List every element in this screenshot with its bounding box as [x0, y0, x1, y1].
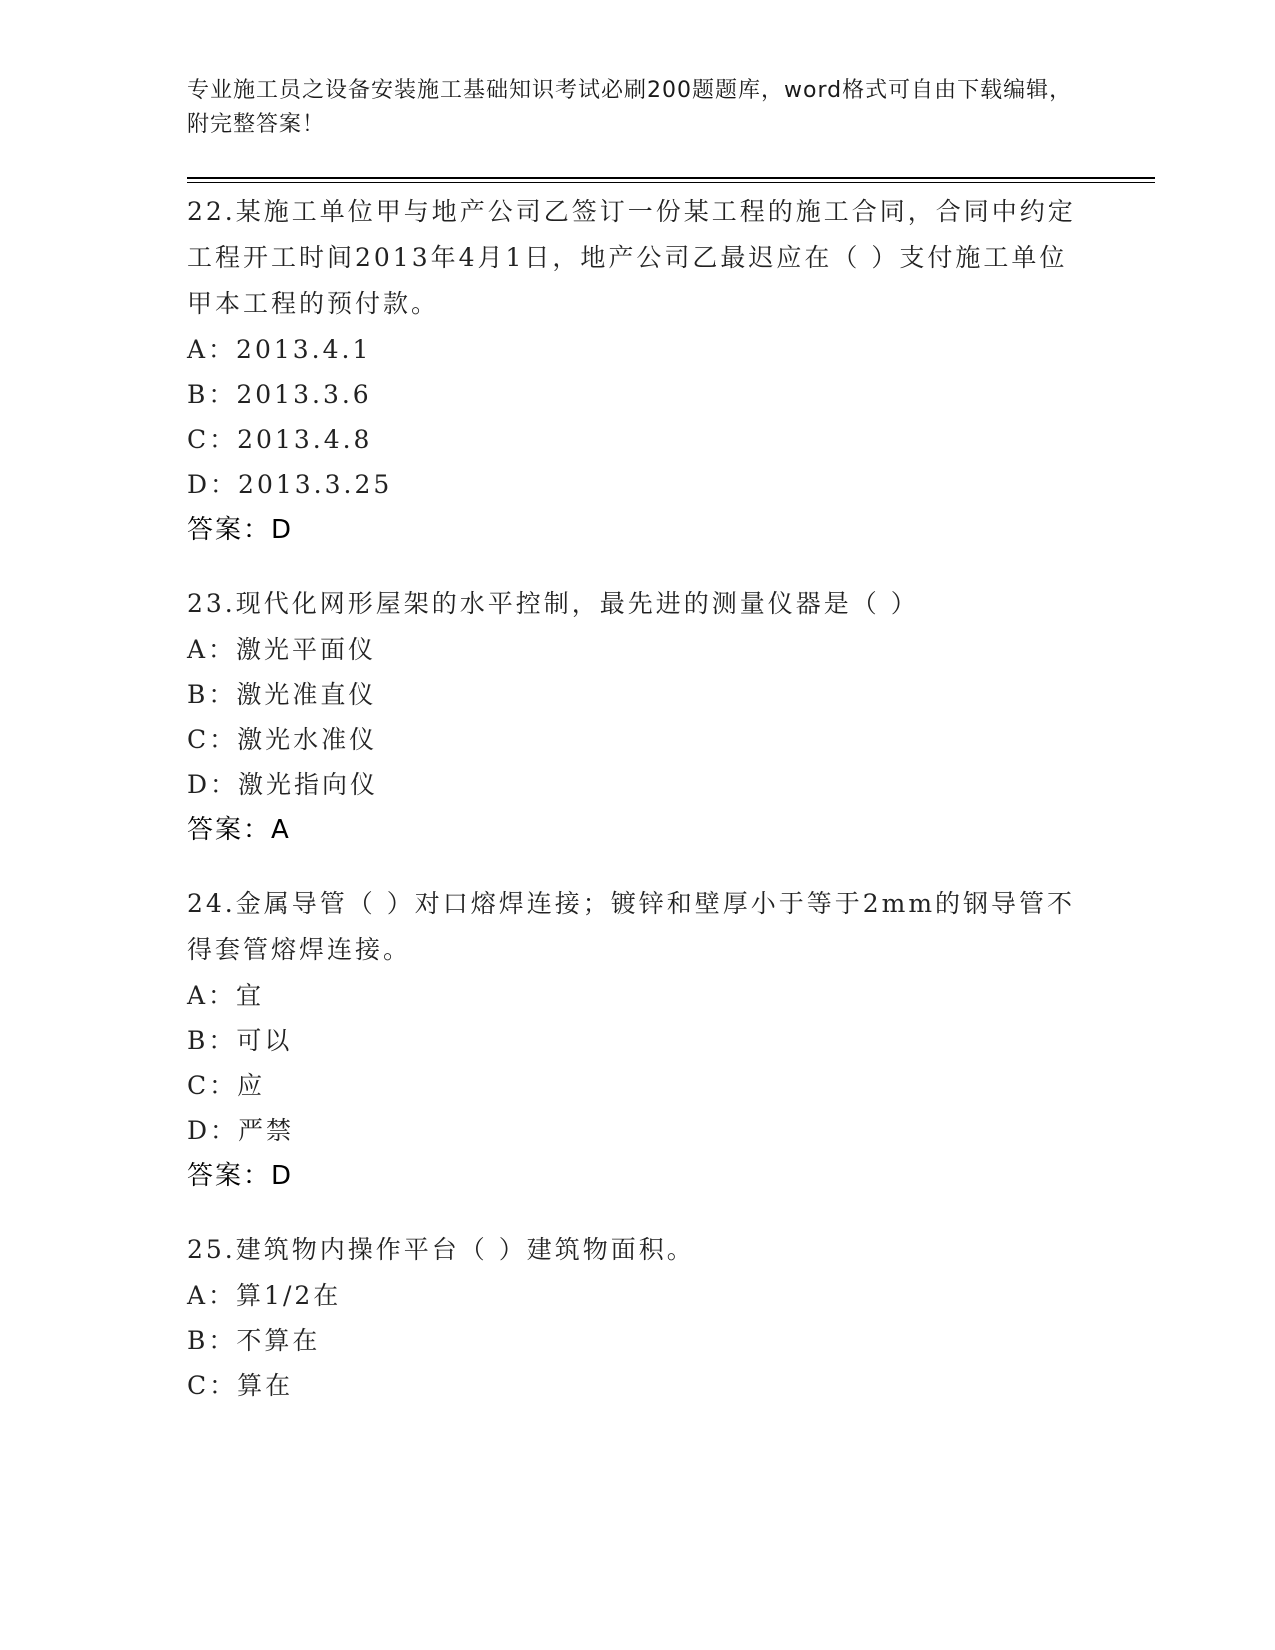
option-d: D：激光指向仪	[187, 770, 379, 799]
option-b: B：不算在	[187, 1326, 321, 1355]
question-list	[187, 189, 1087, 1436]
option-c: C：激光水准仪	[187, 725, 378, 754]
option-c: C：应	[187, 1071, 266, 1100]
answer: 答案：D	[187, 1161, 294, 1191]
question-22	[187, 189, 1087, 553]
option-a: A：2013.4.1	[187, 335, 372, 364]
option-c: C：2013.4.8	[187, 425, 373, 454]
option-b: B：2013.3.6	[187, 380, 372, 409]
option-a: A：宜	[187, 981, 265, 1010]
question-stem: 25.建筑物内操作平台（ ）建筑物面积。	[187, 1235, 695, 1264]
answer: 答案：D	[187, 515, 294, 545]
header-divider-thick	[187, 177, 1155, 179]
question-stem: 24.金属导管（ ）对口熔焊连接；镀锌和壁厚小于等于2mm的钢导管不得套管熔焊连接。	[187, 889, 1076, 964]
option-d: D：严禁	[187, 1116, 295, 1145]
option-b: B：激光准直仪	[187, 680, 377, 709]
option-a: A：激光平面仪	[187, 635, 377, 664]
option-d: D：2013.3.25	[187, 470, 393, 499]
option-a: A：算1/2在	[187, 1281, 342, 1310]
question-24	[187, 881, 1087, 1199]
option-c: C：算在	[187, 1371, 294, 1400]
question-stem: 23.现代化网形屋架的水平控制，最先进的测量仪器是（ ）	[187, 589, 919, 618]
answer: 答案：A	[187, 815, 291, 845]
option-b: B：可以	[187, 1026, 293, 1055]
header-divider-thin	[187, 182, 1155, 183]
question-25	[187, 1227, 1087, 1408]
question-stem: 22.某施工单位甲与地产公司乙签订一份某工程的施工合同，合同中约定工程开工时间2013年4月1日，地产公司乙最迟应在（ ）支付施工单位甲本工程的预付款。	[187, 197, 1076, 318]
question-23	[187, 581, 1087, 853]
document-header: 专业施工员之设备安装施工基础知识考试必刷200题题库，word格式可自由下载编辑，附完整答案！	[187, 78, 1073, 137]
